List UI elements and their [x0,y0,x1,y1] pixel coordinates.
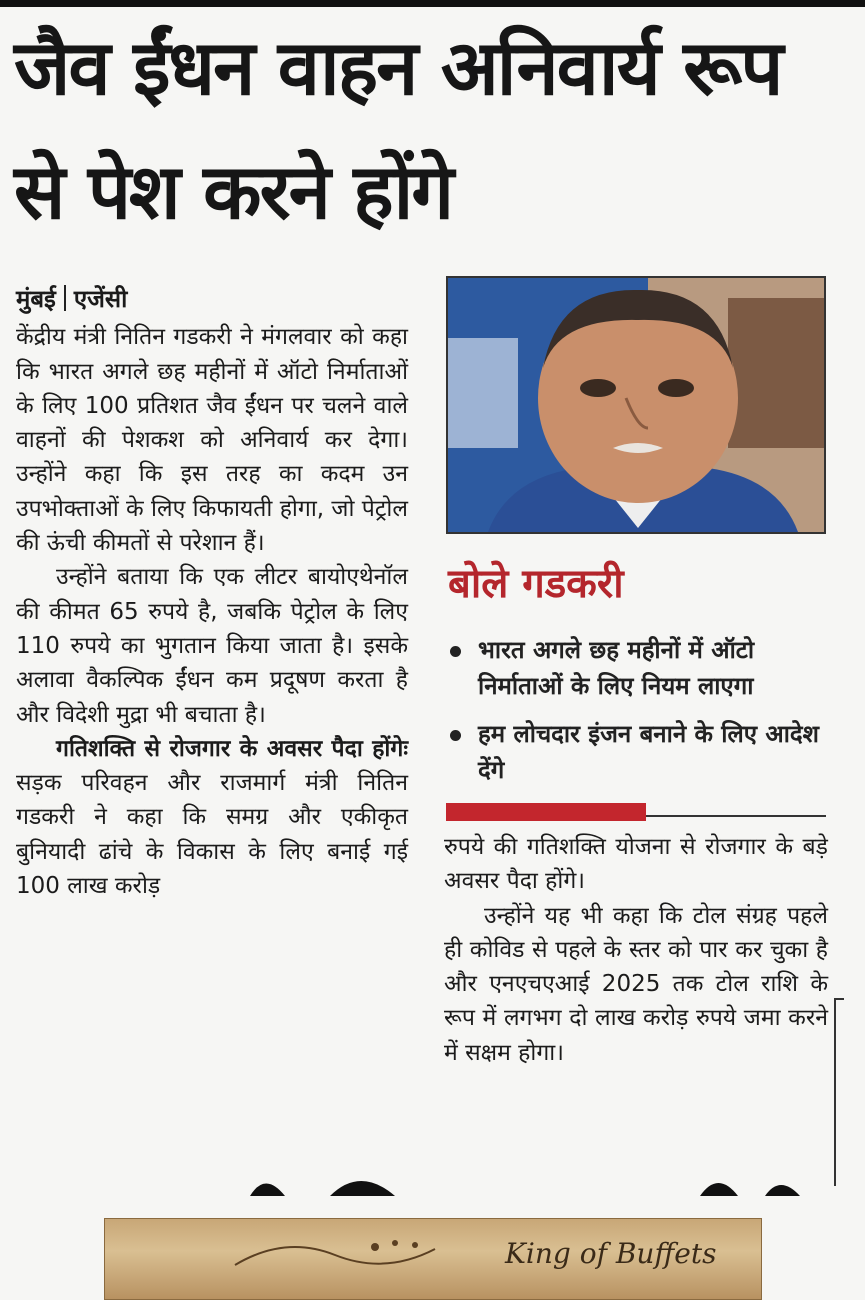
paragraph [16,732,408,903]
dateline [16,282,408,316]
dateline-separator [64,285,66,311]
next-article-edge [0,1166,865,1196]
bullet-icon [450,730,461,741]
ornament-icon [225,1225,525,1285]
paragraph: रुपये की गतिशक्ति योजना से रोजगार के बड़े अवसर पैदा होंगे। [444,834,828,895]
paragraph: उन्होंने यह भी कहा कि टोल संग्रह पहले ही कोविड से पहले के स्तर को पार कर चुका है और एनएचएआई 2025 तक टोल राशि के रूप में लगभग दो लाख करोड़ रुपये जमा करने में सक्षम होगा। [444,902,828,1066]
advertisement-banner [104,1218,762,1300]
list-item [446,716,826,788]
left-column [16,282,408,903]
paragraph: केंद्रीय मंत्री नितिन गडकरी ने मंगलवार को कहा कि भारत अगले छह महीनों में ऑटो निर्माताओं के लिए 100 प्रतिशत जैव ईंधन पर चलने वाले वाहनों की पेशकश को अनिवार्य कर देगा। उन्होंने कहा कि इस तरह का कदम उन उपभोक्ताओं के लिए किफायती होगा, जो पेट्रोल की ऊंची कीमतों से परेशान हैं। [16,324,408,557]
bullet-text: हम लोचदार इंजन बनाने के लिए आदेश देंगे [478,720,819,784]
headline: जैव ईंधन वाहन अनिवार्य रूप से पेश करने होंगे [14,23,782,236]
portrait-illustration [448,278,824,532]
bullet-text: भारत अगले छह महीनों में ऑटो निर्माताओं के लिए नियम लाएगा [478,636,755,700]
accent-rule [446,803,646,821]
dateline-source: एजेंसी [73,285,128,313]
right-column [444,830,828,1070]
subheading: गतिशक्ति से रोजगार के अवसर पैदा होंगेः [56,735,408,762]
bullet-icon [450,646,461,657]
paragraph: उन्होंने बताया कि एक लीटर बायोएथेनॉल की कीमत 65 रुपये है, जबकि पेट्रोल के लिए 110 रुपये का भुगतान किया जाता है। इसके अलावा वैकल्पिक ईंधन कम प्रदूषण करता है और विदेशी मुद्रा भी बचाता है। [16,564,408,728]
divider-rule [646,815,826,817]
list-item [446,632,826,704]
column-rail-tick [834,998,844,1000]
box-title: बोले गडकरी [448,561,624,607]
column-rail [834,998,836,1186]
bullet-list [446,632,826,800]
paragraph-text: सड़क परिवहन और राजमार्ग मंत्री नितिन गडकरी ने कहा कि समग्र और एकीकृत बुनियादी ढांचे के विकास के लिए बनाई गई 100 लाख करोड़ [16,770,408,900]
minister-photo [446,276,826,534]
dateline-city: मुंबई [16,285,56,313]
ad-brand-text: King of Buffets [505,1237,717,1270]
